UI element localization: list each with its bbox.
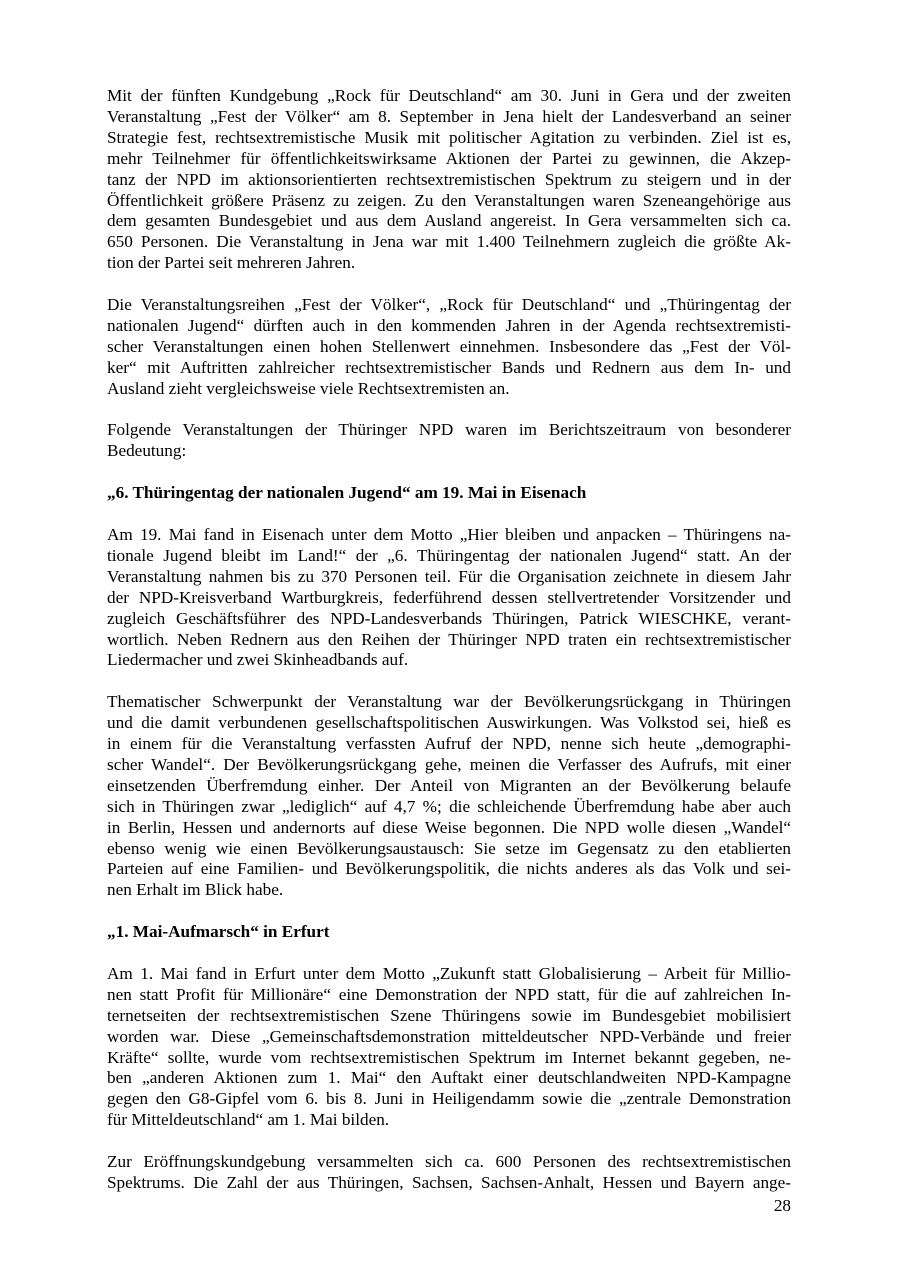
text-line: Am 1. Mai fand in Erfurt unter dem Motto „Zukunft statt Globalisierung – Arbeit für Millio-: [107, 963, 791, 983]
text-line: sich in Thüringen zwar „lediglich“ auf 4,7 %; die schleichende Überfremdung habe aber auch: [107, 796, 791, 816]
text-line: „1. Mai-Aufmarsch“ in Erfurt: [107, 922, 330, 942]
text-line: nen Erhalt im Blick habe.: [107, 880, 284, 900]
text-line: dem gesamten Bundesgebiet und aus dem Ausland angereist. In Gera versammelten sich ca.: [107, 211, 791, 231]
body-paragraph: [107, 964, 791, 1131]
text-line: Veranstaltung nahmen bis zu 370 Personen teil. Für die Organisation zeichnete in diesem Jahr: [107, 566, 791, 586]
text-line: Öffentlichkeit größere Präsenz zu zeigen. Zu den Veranstaltungen waren Szeneangehörige aus: [107, 190, 791, 210]
body-paragraph: [107, 525, 791, 671]
text-line: Am 19. Mai fand in Eisenach unter dem Motto „Hier bleiben und anpacken – Thüringens na-: [107, 524, 791, 544]
text-line: tanz der NPD im aktionsorientierten rechtsextremistischen Spektrum zu steigern und in der: [107, 169, 791, 189]
text-line: Spektrums. Die Zahl der aus Thüringen, Sachsen, Sachsen-Anhalt, Hessen und Bayern ange-: [107, 1173, 791, 1192]
text-line: Kräfte“ sollte, wurde vom rechtsextremistischen Spektrum im Internet bekannt gegeben, ne-: [107, 1047, 791, 1067]
text-line: ebenso wenig wie einen Bevölkerungsaustausch: Sie setze im Gegensatz zu den etablierten: [107, 838, 791, 858]
text-line: worden war. Diese „Gemeinschaftsdemonstration mitteldeutscher NPD-Verbände und freier: [107, 1026, 791, 1046]
text-line: Zur Eröffnungskundgebung versammelten sich ca. 600 Personen des rechtsextremistischen: [107, 1152, 791, 1172]
text-line: Parteien auf eine Familien- und Bevölkerungspolitik, die nichts anderes als das Volk und sei-: [107, 859, 791, 879]
section-heading: [107, 922, 791, 943]
body-paragraph: [107, 86, 791, 274]
text-line: tionale Jugend bleibt im Land!“ der „6. Thüringentag der nationalen Jugend“ statt. An der: [107, 545, 791, 565]
section-heading: [107, 483, 791, 504]
text-line: 650 Personen. Die Veranstaltung in Jena war mit 1.400 Teilnehmern zugleich die größte Ak-: [107, 232, 791, 252]
body-paragraph: [107, 420, 791, 462]
text-line: und die damit verbundenen gesellschaftspolitischen Auswirkungen. Was Volkstod sei, hieß es: [107, 713, 791, 733]
text-line: in Berlin, Hessen und andernorts auf diese Weise begonnen. Die NPD wolle diesen „Wandel“: [107, 817, 791, 837]
text-line: Thematischer Schwerpunkt der Veranstaltung war der Bevölkerungsrückgang in Thüringen: [107, 692, 791, 712]
text-line: scher Veranstaltungen einen hohen Stellenwert einnehmen. Insbesondere das „Fest der Völ-: [107, 336, 791, 356]
text-line: nationalen Jugend“ dürften auch in den kommenden Jahren in der Agenda rechtsextremisti-: [107, 315, 791, 335]
text-line: für Mitteldeutschland“ am 1. Mai bilden.: [107, 1110, 390, 1130]
text-line: der NPD-Kreisverband Wartburgkreis, federführend dessen stellvertretender Vorsitzender und: [107, 587, 791, 607]
text-line: ternetseiten der rechtsextremistischen Szene Thüringens sowie im Bundesgebiet mobilisiert: [107, 1005, 791, 1025]
text-line: Veranstaltung „Fest der Völker“ am 8. September in Jena hielt der Landesverband an seiner: [107, 106, 791, 126]
text-line: Bedeutung:: [107, 441, 187, 461]
text-line: in einem für die Veranstaltung verfassten Aufruf der NPD, nenne sich heute „demographi-: [107, 734, 791, 754]
text-line: Strategie fest, rechtsextremistische Musik mit politischer Agitation zu verbinden. Ziel ist es,: [107, 127, 791, 147]
body-paragraph: [107, 295, 791, 400]
text-line: nen statt Profit für Millionäre“ eine Demonstration der NPD statt, für die auf zahlreichen In-: [107, 984, 791, 1004]
text-line: mehr Teilnehmer für öffentlichkeitswirksame Aktionen der Partei zu gewinnen, die Akzep-: [107, 148, 791, 168]
text-line: ker“ mit Auftritten zahlreicher rechtsextremistischer Bands und Rednern aus dem In- und: [107, 357, 791, 377]
text-line: gegen den G8-Gipfel vom 6. bis 8. Juni in Heiligendamm sowie die „zentrale Demonstration: [107, 1089, 791, 1109]
text-line: Liedermacher und zwei Skinheadbands auf.: [107, 650, 409, 670]
text-line: wortlich. Neben Rednern aus den Reihen der Thüringer NPD traten ein rechtsextremistischer: [107, 629, 791, 649]
body-paragraph: [107, 1152, 791, 1194]
text-line: Folgende Veranstaltungen der Thüringer NPD waren im Berichtszeitraum von besonderer: [107, 420, 791, 440]
page-number: 28: [773, 1196, 791, 1215]
text-line: Mit der fünften Kundgebung „Rock für Deutschland“ am 30. Juni in Gera und der zweiten: [107, 86, 791, 105]
body-paragraph: [107, 692, 791, 901]
text-line: tion der Partei seit mehreren Jahren.: [107, 253, 356, 273]
text-line: ben „anderen Aktionen zum 1. Mai“ den Auftakt einer deutschlandweiten NPD-Kampagne: [107, 1068, 791, 1088]
text-line: scher Wandel“. Der Bevölkerungsrückgang gehe, meinen die Verfasser des Aufrufs, mit einer: [107, 754, 791, 774]
text-line: Die Veranstaltungsreihen „Fest der Völker“, „Rock für Deutschland“ und „Thüringentag der: [107, 295, 791, 315]
document-body: [107, 86, 791, 1215]
text-line: zugleich Geschäftsführer des NPD-Landesverbands Thüringen, Patrick WIESCHKE, verant-: [107, 608, 791, 628]
text-line: einsetzenden Überfremdung einher. Der Anteil von Migranten an der Bevölkerung belaufe: [107, 775, 791, 795]
text-line: „6. Thüringentag der nationalen Jugend“ am 19. Mai in Eisenach: [107, 483, 587, 503]
text-line: Ausland zieht vergleichsweise viele Rechtsextremisten an.: [107, 378, 510, 398]
